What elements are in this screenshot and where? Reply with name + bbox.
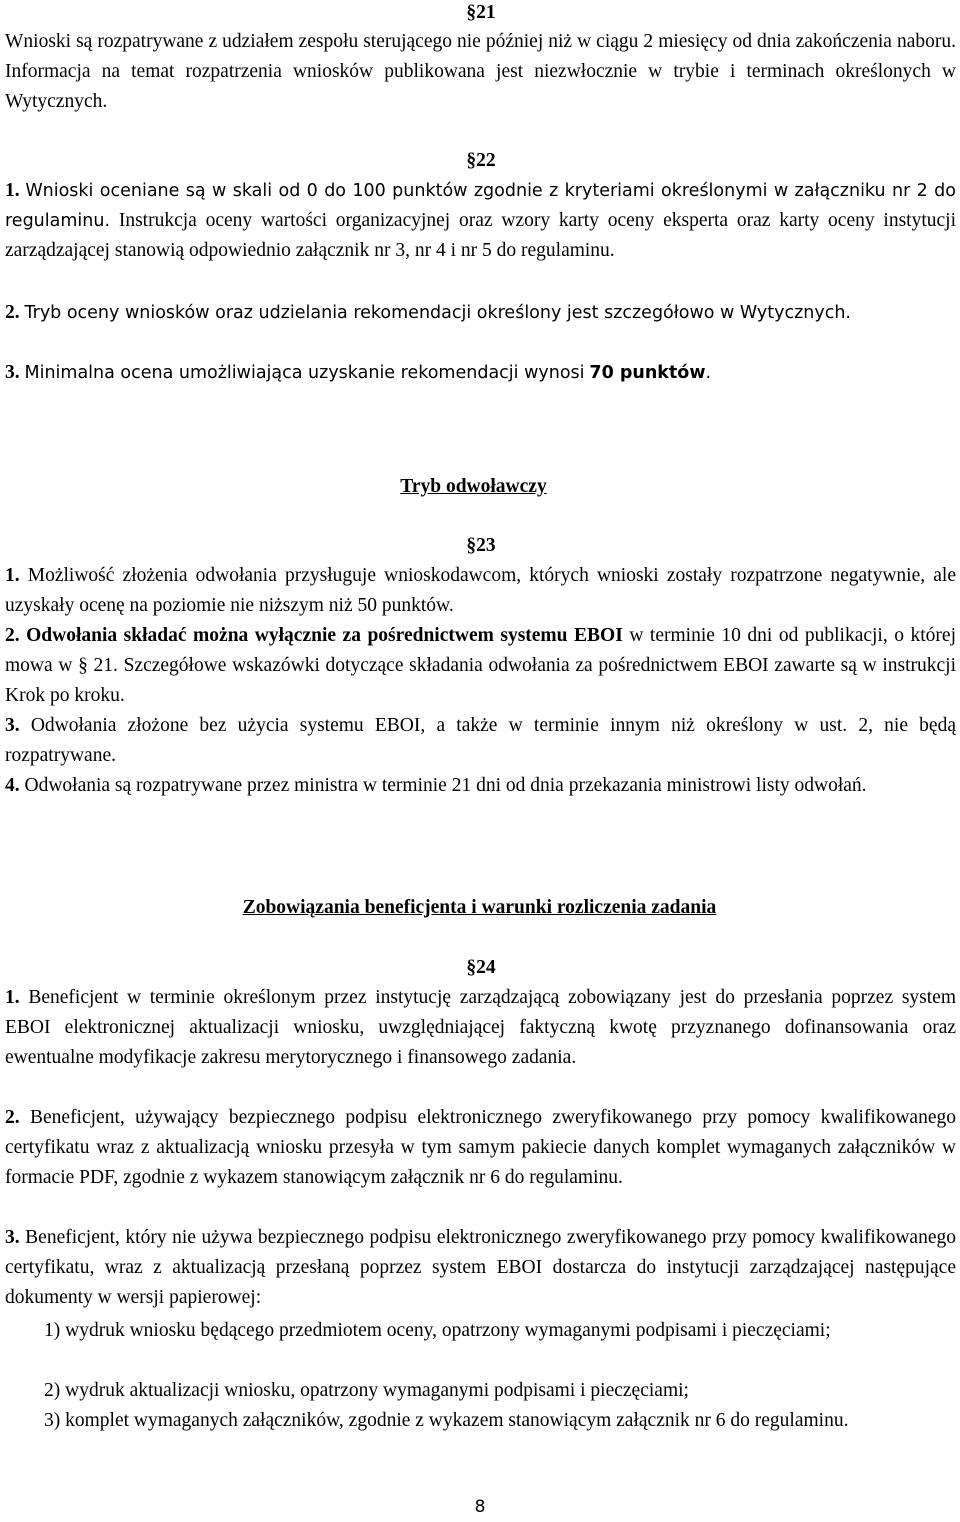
paragraph-21: Wnioski są rozpatrywane z udziałem zespołu sterującego nie później niż w ciągu 2 miesięcy od dnia zakończenia naboru. Informacja na temat rozpatrzenia wniosków publikowana jest niezwłocznie w trybie i terminach określonych w Wytycznych. [5, 31, 956, 112]
paragraph-text: Beneficjent, używający bezpiecznego podpisu elektronicznego zweryfikowanego przy pomocy kwalifikowanego certyfikatu wraz z aktualizacją wniosku przesyła w tym samym pakiecie danych komplet wymaganych załączników w formacie PDF, zgodnie z wykazem stanowiącym załącznik nr 6 do regulaminu. [5, 1107, 956, 1188]
paragraph-text: Odwołania złożone bez użycia systemu EBOI, a także w terminie innym niż określony w ust. 2, nie będą rozpatrywane. [5, 715, 956, 766]
paragraph-text: Możliwość złożenia odwołania przysługuje wnioskodawcom, których wnioski zostały rozpatrzone negatywnie, ale uzyskały ocenę na poziomie nie niższym niż 50 punktów. [5, 565, 956, 616]
section-mark-24: §24 [466, 957, 496, 978]
paragraph-text: w terminie 10 dni od publikacji, o której mowa w § 21. Szczegółowe wskazówki dotyczące składania odwołania za pośrednictwem EBOI zawarte są w instrukcji Krok po kroku. [5, 625, 956, 706]
paragraph-text-sans: Tryb oceny wniosków oraz udzielania rekomendacji określony jest szczegółowo w Wytycznych. [24, 303, 851, 323]
paragraph-number: 1. [5, 180, 20, 201]
paragraph-text: Instrukcja oceny wartości organizacyjnej oraz wzory karty oceny eksperta oraz karty oceny instytucji zarządzającej stanowią odpowiednio załącznik nr 3, nr 4 i nr 5 do regulaminu. [5, 210, 956, 261]
paragraph-22-2 [5, 298, 956, 328]
min-score-value: 70 punktów [589, 363, 706, 383]
paragraph-number: 1. [5, 987, 20, 1008]
heading-appeal: Tryb odwoławczy [400, 476, 547, 497]
paragraph-number: 2. [5, 1107, 20, 1128]
paragraph-22-3 [5, 358, 956, 388]
section-mark-23: §23 [466, 535, 496, 556]
paragraph-23-4 [5, 771, 956, 801]
paragraph-text: Odwołania są rozpatrywane przez ministra w terminie 21 dni od dnia przekazania ministrowi listy odwołań. [24, 775, 867, 796]
heading-obligations: Zobowiązania beneficjenta i warunki rozliczenia zadania [242, 897, 717, 918]
paragraph-number: 2. [5, 302, 20, 323]
paragraph-number: 3. [5, 715, 20, 736]
paragraph-24-3 [5, 1223, 956, 1313]
paragraph-text: Beneficjent w terminie określonym przez instytucję zarządzającą zobowiązany jest do przesłania poprzez system EBOI elektronicznej aktualizacji wniosku, uwzględniającej faktyczną kwotę przyznanego dofinansowania oraz ewentualne modyfikacje zakresu merytorycznego i finansowego zadania. [5, 987, 957, 1068]
section-mark-21: §21 [466, 2, 496, 23]
page-number: 8 [474, 1497, 486, 1517]
paragraph-text-sans: Minimalna ocena umożliwiająca uzyskanie rekomendacji wynosi [24, 363, 585, 383]
paragraph-22-1 [5, 176, 956, 266]
paragraph-23-2 [5, 621, 956, 711]
paragraph-24-1 [5, 983, 956, 1073]
paragraph-number: 3. [5, 1227, 20, 1248]
paragraph-text-bold: Odwołania składać można wyłącznie za pośrednictwem systemu EBOI [26, 625, 623, 646]
paragraph-23-3 [5, 711, 956, 771]
paragraph-number: 1. [5, 565, 20, 586]
list-item: 3) komplet wymaganych załączników, zgodnie z wykazem stanowiącym załącznik nr 6 do regulaminu. [44, 1410, 849, 1431]
paragraph-number: 2. [5, 625, 20, 646]
paragraph-text-sans: Wnioski oceniane są w skali od 0 do 100 punktów zgodnie z kryteriami określonymi w załączniku nr 2 do regulaminu. [5, 181, 956, 231]
list-item: 1) wydruk wniosku będącego przedmiotem oceny, opatrzony wymaganymi podpisami i pieczęciami; [44, 1320, 831, 1341]
paragraph-number: 3. [5, 362, 20, 383]
paragraph-text: Beneficjent, który nie używa bezpiecznego podpisu elektronicznego zweryfikowanego przy pomocy kwalifikowanego certyfikatu, wraz z aktualizacją przesłaną poprzez system EBOI dostarcza do instytucji zarządzającej następujące dokumenty w wersji papierowej: [5, 1227, 956, 1308]
paragraph-number: 4. [5, 775, 20, 796]
sentence-end: . [705, 363, 712, 383]
list-item: 2) wydruk aktualizacji wniosku, opatrzony wymaganymi podpisami i pieczęciami; [44, 1380, 689, 1401]
paragraph-23-1 [5, 561, 956, 621]
paragraph-24-2 [5, 1103, 956, 1193]
section-mark-22: §22 [466, 150, 496, 171]
